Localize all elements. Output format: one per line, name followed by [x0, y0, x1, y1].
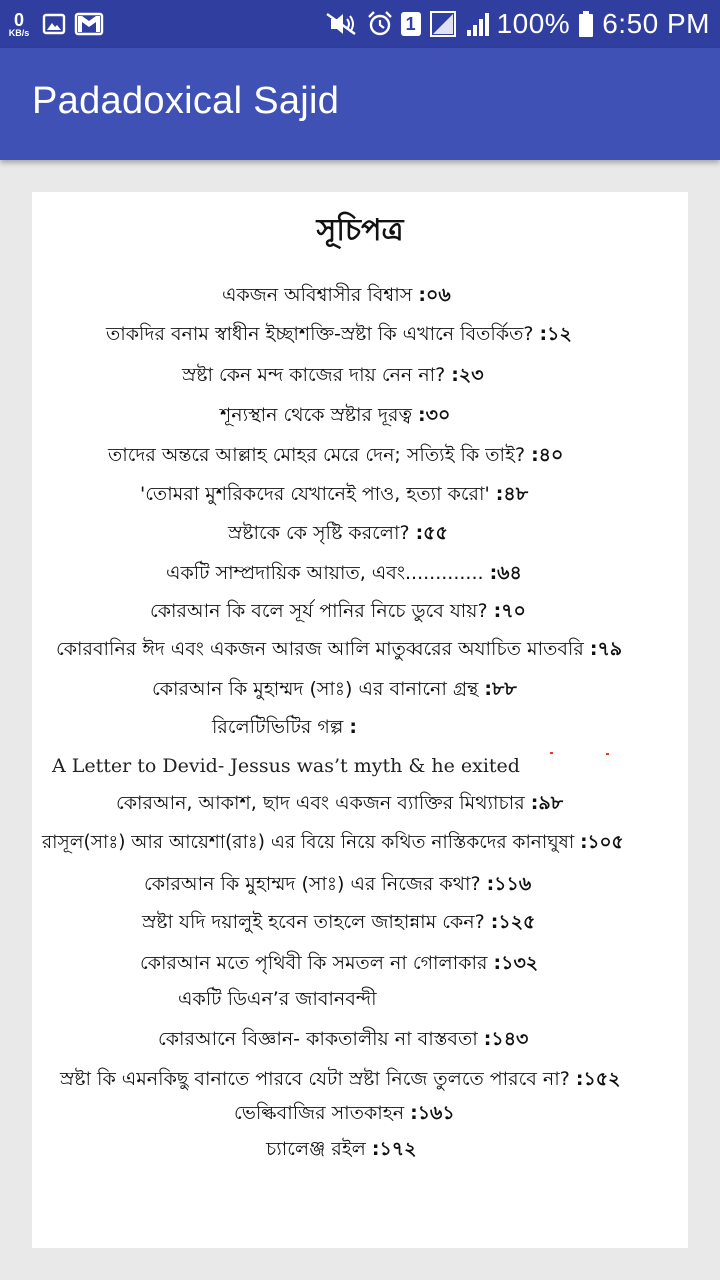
network-speed-unit: KB/s [8, 27, 30, 38]
toc-entry-page: :৭৯ [589, 638, 623, 660]
toc-entry [142, 913, 535, 932]
toc-entry [144, 875, 531, 894]
network-speed-value: 0 [13, 9, 24, 30]
toc-entry-page: :১৩২ [493, 952, 539, 974]
status-bar [0, 0, 720, 48]
toc-entry-page: :৬৪ [489, 562, 522, 584]
toc-entry [106, 325, 572, 344]
toc-entry-page: : [349, 716, 358, 738]
toc-entry-title: তাদের অন্তরে আল্লাহ মোহর মেরে দেন; সত্যিই কি তাই? [108, 444, 532, 466]
toc-entry-page: :৫৫ [415, 522, 448, 544]
scan-artifact-mark [606, 753, 609, 755]
toc-entry [222, 286, 451, 305]
toc-entry-title: রাসূল(সাঃ) আর আয়েশা(রাঃ) এর বিয়ে নিয়ে কথিত নাস্তিকদের কানাঘুষা [42, 832, 581, 853]
toc-entry-page: :৯৮ [530, 792, 564, 814]
status-left-group [4, 6, 104, 42]
sim-badge [401, 12, 421, 36]
toc-entry [220, 406, 450, 425]
battery-percent: 100% [496, 8, 571, 39]
toc-entry [42, 834, 624, 853]
toc-entry [150, 602, 526, 621]
toc-entry-title: শূন্যস্থান থেকে স্রষ্টার দূরত্ব [220, 404, 418, 426]
toc-entry [108, 446, 563, 465]
toc-entry [212, 718, 357, 737]
toc-entry [178, 990, 377, 1009]
toc-entry-title: কোরআন মতে পৃথিবী কি সমতল না গোলাকার [140, 952, 494, 974]
toc-entry [234, 1104, 455, 1123]
toc-entry-page: :৮৮ [484, 678, 517, 700]
toc-entry-page: :২৩ [451, 364, 484, 386]
toc-entry-page: :৭০ [493, 600, 526, 622]
app-toolbar [0, 48, 720, 160]
status-right-group [315, 0, 710, 48]
battery-icon [578, 10, 594, 38]
toc-entry-title: 'তোমরা মুশরিকদের যেখানেই পাও, হত্যা করো' [140, 483, 496, 505]
alarm-icon [367, 10, 393, 38]
toc-entry-title: কোরআন কি মুহাম্মদ (সাঃ) এর বানানো গ্রন্থ [152, 678, 485, 700]
toc-entry-page: :৩০ [418, 404, 451, 426]
toc-entry [266, 1140, 417, 1159]
signal-icon [429, 10, 457, 38]
toc-entry-title: স্রষ্টা কেন মন্দ কাজের দায় নেন না? [182, 364, 452, 386]
app-title: Padadoxical Sajid [32, 80, 340, 122]
toc-entry [116, 794, 563, 813]
toc-entry-title: একজন অবিশ্বাসীর বিশ্বাস [222, 284, 419, 306]
toc-entry [152, 680, 517, 699]
toc-entry-title: স্রষ্টা যদি দয়ালুই হবেন তাহলে জাহান্নাম কেন? [142, 911, 491, 933]
toc-entry-page: :১২৫ [490, 911, 536, 933]
toc-entry-title: তাকদির বনাম স্বাধীন ইচ্ছাশক্তি-স্রষ্টা কি এখানে বিতর্কিত? [106, 323, 540, 345]
toc-entry-title: কোরআনে বিজ্ঞান- কাকতালীয় না বাস্তবতা [158, 1028, 484, 1050]
toc-entry-page: :১৫২ [575, 1068, 621, 1090]
toc-entry [158, 1030, 528, 1049]
toc-entry-title: স্রষ্টাকে কে সৃষ্টি করলো? [228, 522, 416, 544]
toc-entry-title: কোরবানির ঈদ এবং একজন আরজ আলি মাতুব্বরের অযাচিত মাতবরি [56, 638, 590, 660]
toc-entry-page: :১১৬ [486, 873, 532, 895]
mute-icon [323, 10, 359, 38]
clock-time: 6:50 PM [602, 8, 710, 39]
toc-entry [52, 757, 520, 776]
toc-list [32, 192, 688, 1248]
toc-entry-title: স্রষ্টা কি এমনকিছু বানাতে পারবে যেটা স্রষ্টা নিজে তুলতে পারবে না? [60, 1068, 576, 1090]
table-of-contents-page[interactable] [32, 192, 688, 1248]
signal-icon [465, 10, 491, 38]
toc-entry-page: :১০৫ [580, 832, 624, 853]
toc-entry [60, 1070, 620, 1089]
gmail-icon [74, 12, 104, 36]
sim-slot-label: 1 [401, 12, 421, 36]
toc-entry [56, 640, 622, 659]
scan-artifact-mark [550, 752, 553, 754]
toc-entry-page: :১২ [539, 323, 572, 345]
toc-entry [228, 524, 448, 543]
toc-entry-page: :১৭২ [371, 1138, 417, 1160]
toc-entry-title: কোরআন কি বলে সূর্য পানির নিচে ডুবে যায়? [150, 600, 494, 622]
toc-entry [166, 564, 522, 583]
toc-entry-title: A Letter to Devid- Jessus was’t myth & he exited [52, 755, 520, 777]
toc-entry-page: :৪৮ [495, 483, 529, 505]
toc-entry [140, 954, 538, 973]
toc-entry-title: চ্যালেঞ্জ রইল [266, 1138, 372, 1160]
network-speed-indicator [4, 11, 34, 38]
toc-entry-title: ভেল্কিবাজির সাতকাহন [234, 1102, 411, 1124]
toc-entry-title: কোরআন কি মুহাম্মদ (সাঃ) এর নিজের কথা? [144, 873, 487, 895]
toc-entry [182, 366, 484, 385]
page-title: সূচিপত্র [316, 213, 404, 248]
toc-entry-page: :০৬ [418, 284, 451, 306]
image-icon [42, 12, 66, 36]
toc-entry-page: :৪০ [531, 444, 564, 466]
toc-entry-title: কোরআন, আকাশ, ছাদ এবং একজন ব্যাক্তির মিথ্যাচার [116, 792, 531, 814]
toc-entry-page: :১৪৩ [483, 1028, 529, 1050]
toc-entry-title: একটি সাম্প্রদায়িক আয়াত, এবং............. [166, 562, 490, 584]
toc-entry-page: :১৬১ [410, 1102, 455, 1124]
toc-entry [140, 485, 528, 504]
toc-entry-title: একটি ডিএন’র জাবানবন্দী [178, 988, 377, 1010]
toc-entry-title: রিলেটিভিটির গল্প [212, 716, 350, 738]
